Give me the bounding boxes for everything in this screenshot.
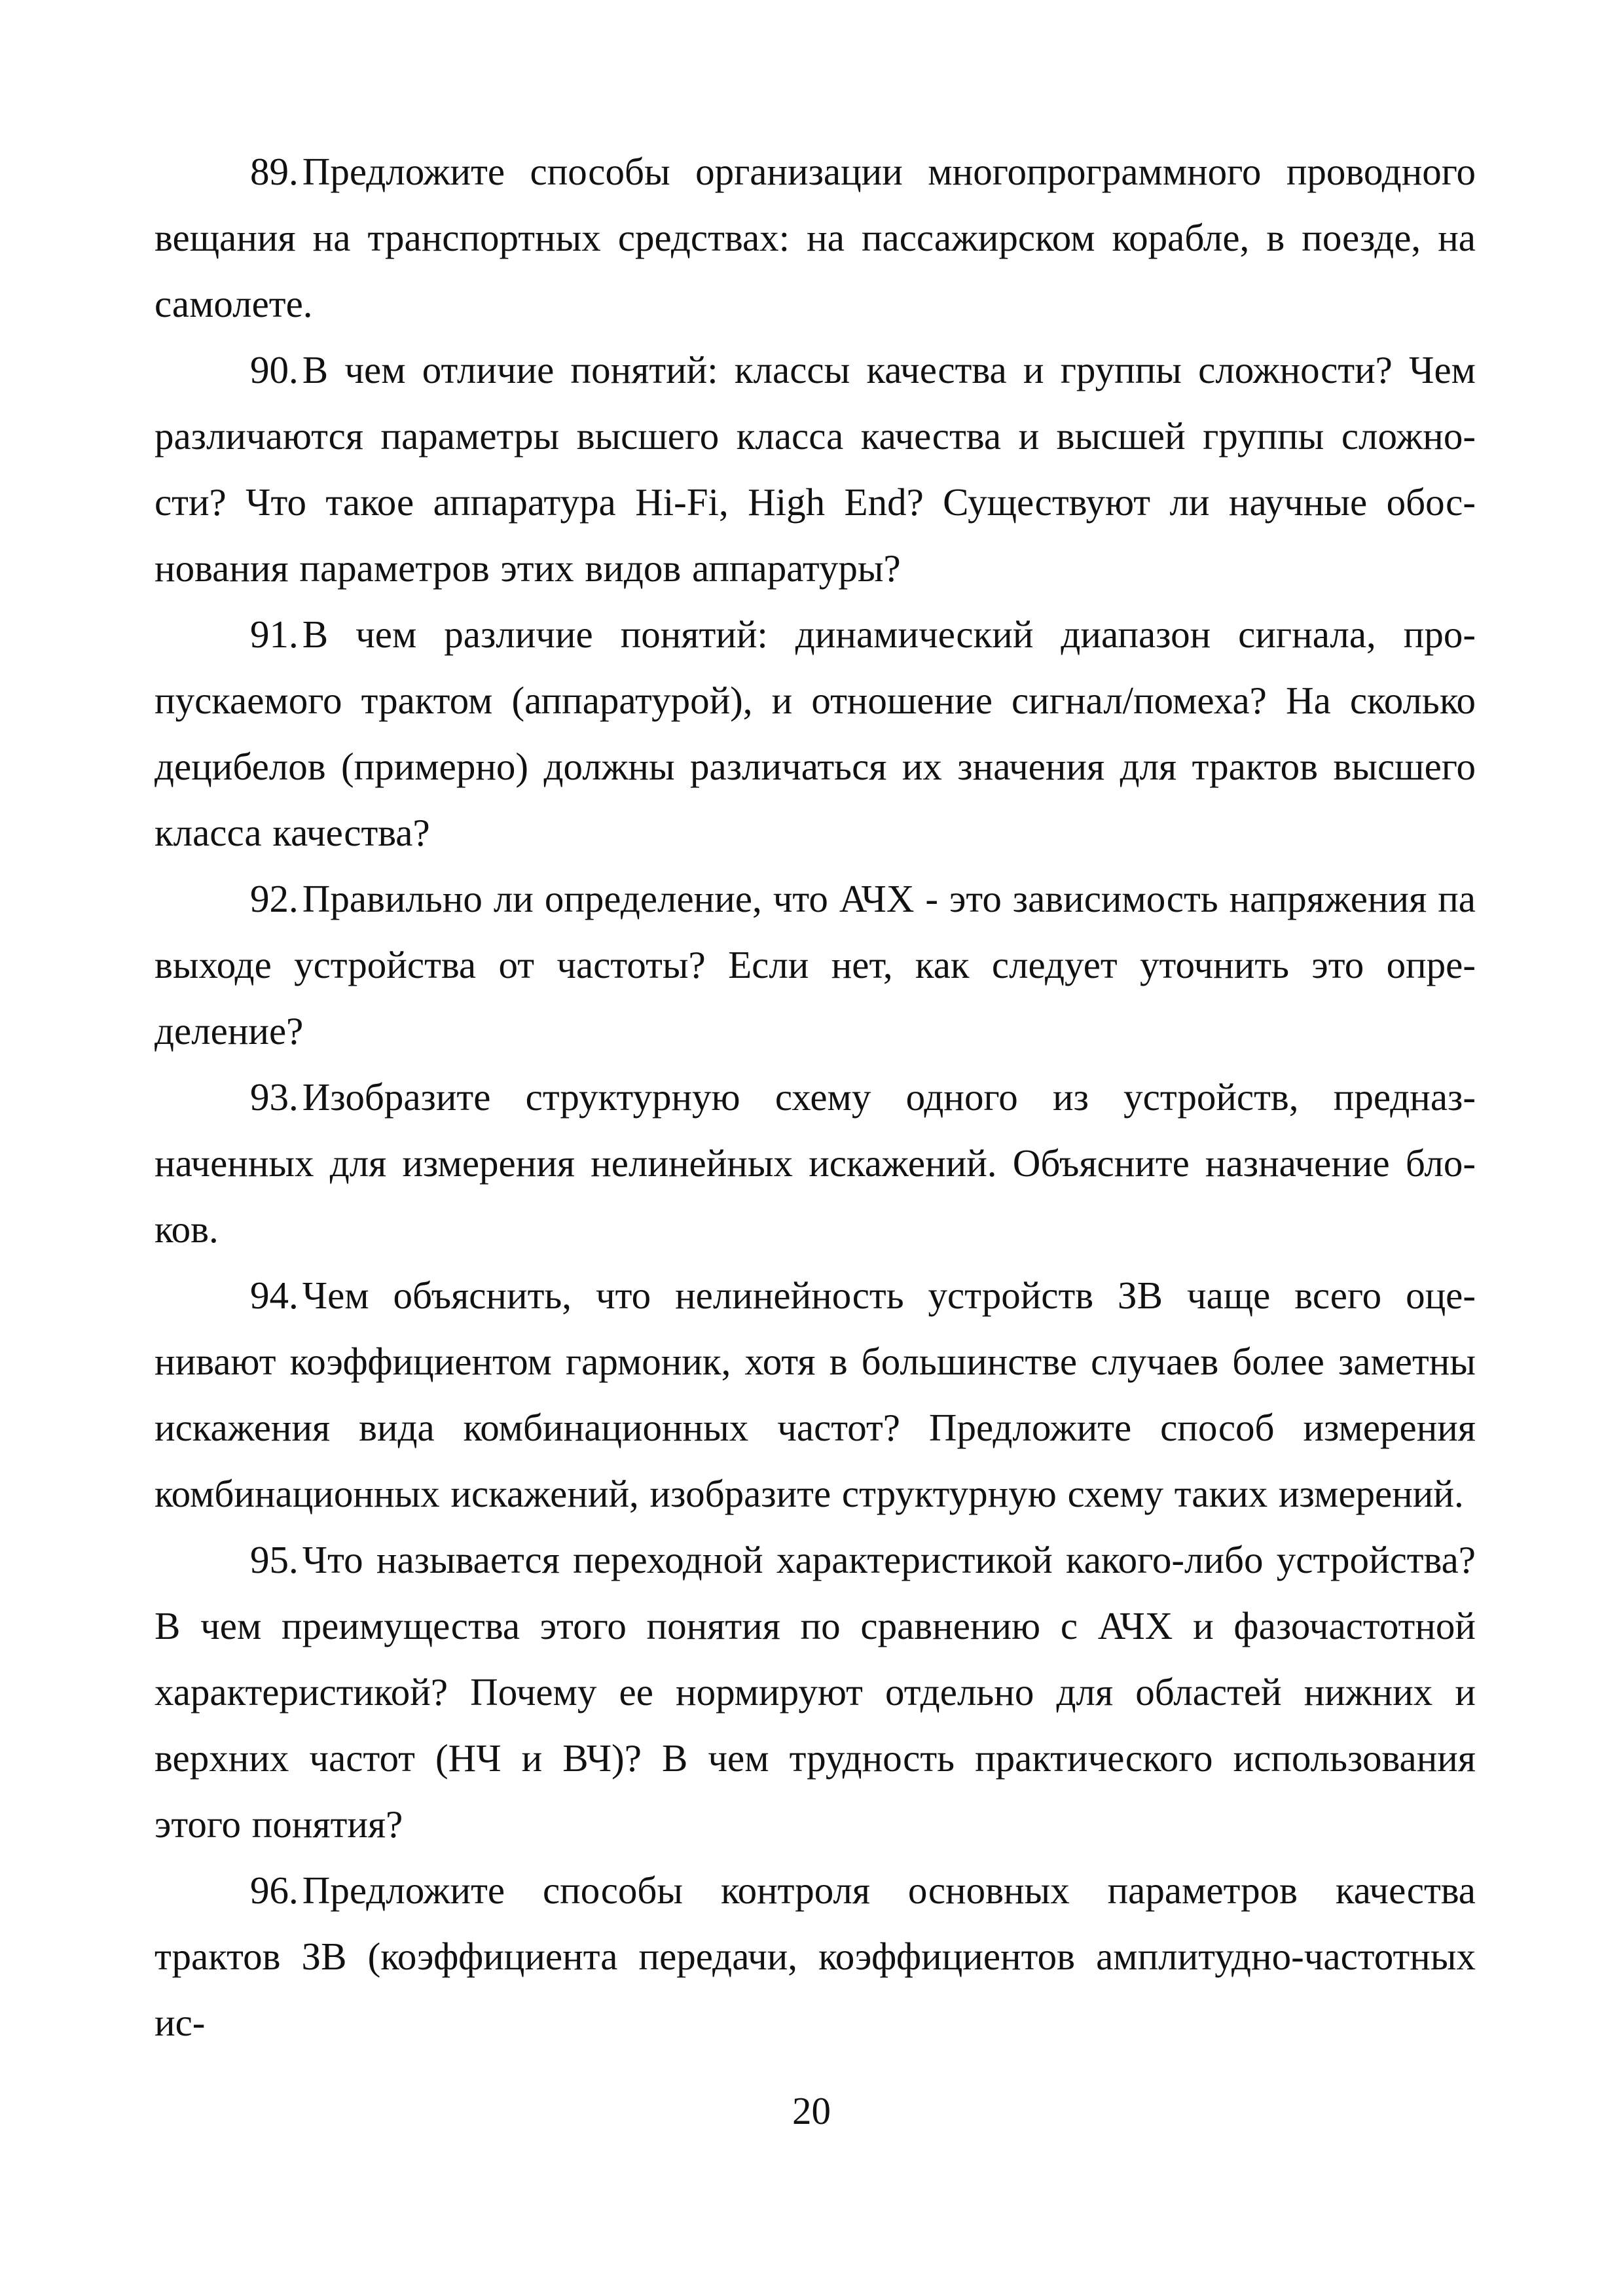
question-94 [155,1263,1476,1527]
question-number: 89. [250,150,299,193]
question-93 [155,1064,1476,1263]
question-91 [155,601,1476,866]
question-96 [155,1857,1476,2056]
question-text: В чем отличие понятий: классы качества и группы сложности? Чем различаются параметры высшего класса качества и высшей группы сложности? Что такое аппаратура Hi-Fi, High End? Существуют ли научные обоснования параметров этих видов аппаратуры? [155,348,1476,590]
question-number: 94. [250,1274,299,1317]
question-number: 91. [250,613,299,656]
page-body [155,139,1476,2056]
question-text: Правильно ли определение, что АЧХ - это зависимость напряжения па выходе устройства от частоты? Если нет, как следует уточнить это определение? [155,877,1476,1052]
question-number: 95. [250,1538,299,1581]
question-90 [155,337,1476,601]
question-89 [155,139,1476,337]
question-number: 92. [250,877,299,920]
question-92 [155,866,1476,1064]
question-text: Предложите способы контроля основных параметров качества трактов ЗВ (коэффициента передачи, коэффициентов амплитудно-частотных ис- [155,1869,1476,2044]
question-text: Предложите способы организации многопрограммного проводного вещания на транспортных средствах: на пассажирском корабле, в поезде, на самолете. [155,150,1476,325]
question-number: 96. [250,1869,299,1912]
question-text: В чем различие понятий: динамический диапазон сигнала, пропускаемого трактом (аппаратурой), и отношение сигнал/помеха? На сколько децибелов (примерно) должны различаться их значения для трактов высшего класса качества? [155,613,1476,854]
question-text: Что называется переходной характеристикой какого-либо устройства? В чем преимущества этого понятия по сравнению с АЧХ и фазочастотной характеристикой? Почему ее нормируют отдельно для областей нижних и верхних частот (НЧ и ВЧ)? В чем трудность практического использования этого понятия? [155,1538,1476,1846]
question-number: 93. [250,1075,299,1119]
question-95 [155,1527,1476,1857]
page-number: 20 [792,2089,831,2132]
question-number: 90. [250,348,299,391]
question-text: Чем объяснить, что нелинейность устройств ЗВ чаще всего оценивают коэффициентом гармоник, хотя в большинстве случаев более заметны искажения вида комбинационных частот? Предложите способ измерения комбинационных искажений, изобразите структурную схему таких измерений. [155,1274,1476,1515]
question-text: Изобразите структурную схему одного из устройств, предназначенных для измерения нелинейных искажений. Объясните назначение блоков. [155,1075,1476,1251]
